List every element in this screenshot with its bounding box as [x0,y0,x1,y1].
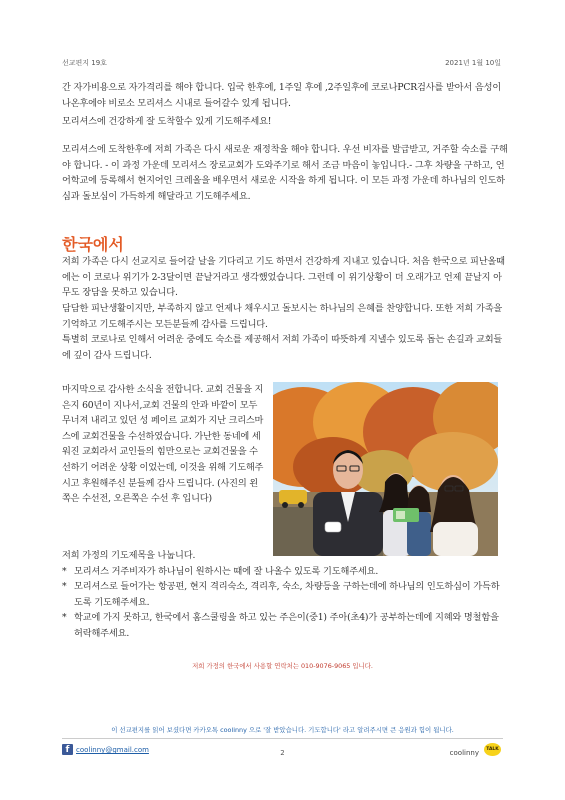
prayer-item-text: 모리셔스 거주비자가 하나님이 원하시는 때에 잘 나올수 있도록 기도해주세요. [74,565,379,577]
footer-divider [62,738,503,739]
letter-date: 2021년 1월 10일 [445,59,501,67]
facebook-icon[interactable]: f [62,744,73,755]
prayer-item [62,610,508,641]
prayer-item [62,564,508,580]
page-number: 2 [280,749,285,757]
kakao-id: coolinny [449,749,479,757]
prayer-title: 저희 가정의 기도제목을 나눕니다. [62,550,196,561]
paragraph-special-thanks: 특별히 코로나로 인해서 어려운 중에도 숙소를 제공해서 저희 가족이 따뜻하게 지낼수 있도록 돕는 손길과 교회들에 깊이 감사 드립니다. [62,334,503,361]
section-heading: 한국에서 [62,235,124,254]
family-photo [273,382,498,556]
paragraph-arrival-prayer: 모리셔스에 건강하게 잘 도착할수 있게 기도해주세요! [62,116,272,127]
paragraph-church-news: 마지막으로 감사한 소식을 전합니다. 교회 건물을 지은지 60년이 지나서,교회 건물의 안과 바깥이 모두 무너져 내리고 있던 성 페이르 교회가 지난 크리스마스에 교회건물을 수선하였습니다. 가난한 동네에 세워진 교회라서 교인들의 힘만으로는 교회건물을 수선하기 어려운 상황 이었는데, 이것을 위해 기도해주시고 후원해주신 분들께 감사 드립니다. (사진의 왼쪽은 수선전, 오른쪽은 수선 후 입니다) [62,384,264,505]
kakao-request-note: 이 선교편지를 읽어 보셨다면 카카오톡 coolinny 으로 '잘 받았습니다. 기도합니다' 라고 알려주시면 큰 응원과 힘이 됩니다. [111,726,454,734]
email-link[interactable]: coolinny@gmail.com [76,746,149,754]
paragraph-korea-life: 저희 가족은 다시 선교지로 들어갈 날을 기다리고 기도 하면서 건강하게 지내고 있습니다. 처음 한국으로 피난올때에는 이 코로나 위기가 2-3달이면 끝날거라고 생각했었습니다. 그런데 이 위기상황이 더 오래가고 언제 끝날지 아무도 장담을 못하고 있습니다. [62,256,505,299]
letter-issue: 선교편지 19호 [62,59,107,67]
paragraph-resettlement: 모리셔스에 도착한후에 저희 가족은 다시 새로운 재정착을 해야 합니다. 우선 비자를 발급받고, 거주할 숙소를 구해야 합니다. - 이 과정 가운데 모리셔스 장로교회가 도와주기로 해서 조금 마음이 놓입니다.- 그후 차량을 구하고, 언어학교에 등록해서 현지어인 크레올을 배우면서 새로운 시작을 하게 됩니다. 이 모든 과정 가운데 하나님의 인도하심과 돌보심이 가득하게 해달라고 기도해주세요. [62,144,508,202]
paragraph-quarantine: 간 자가비용으로 자가격리를 해야 합니다. 입국 한후에, 1주일 후에 ,2주일후에 코로나PCR검사를 받아서 음성이 나온후에야 비로소 모리셔스 시내로 들어갈수 있게 됩니다. [62,82,502,109]
prayer-section [62,548,508,642]
bullet-marker: * [62,581,67,593]
prayer-item-text: 학교에 가지 못하고, 한국에서 홈스쿨링을 하고 있는 주은이(중1) 주아(초4)가 공부하는데에 지혜와 명철함을 허락해주세요. [74,612,499,639]
bullet-marker: * [62,612,67,624]
kakaotalk-icon: TALK [484,743,501,756]
paragraph-gratitude: 담담한 피난생활이지만, 부족하지 않고 언제나 채우시고 돌보시는 하나님의 은혜를 찬양합니다. 또한 저희 가족을 기억하고 기도해주시는 모든분들께 감사를 드립니다. [62,303,503,330]
prayer-item-text: 모리셔스로 들어가는 항공편, 현지 격리숙소, 격리후, 숙소, 차량등을 구하는데에 하나님의 인도하심이 가득하도록 기도해주세요. [74,581,500,608]
bullet-marker: * [62,565,67,577]
contact-note: 저희 가정의 한국에서 사용할 연락처는 010-9076-9065 입니다. [192,662,373,670]
prayer-item [62,579,508,610]
